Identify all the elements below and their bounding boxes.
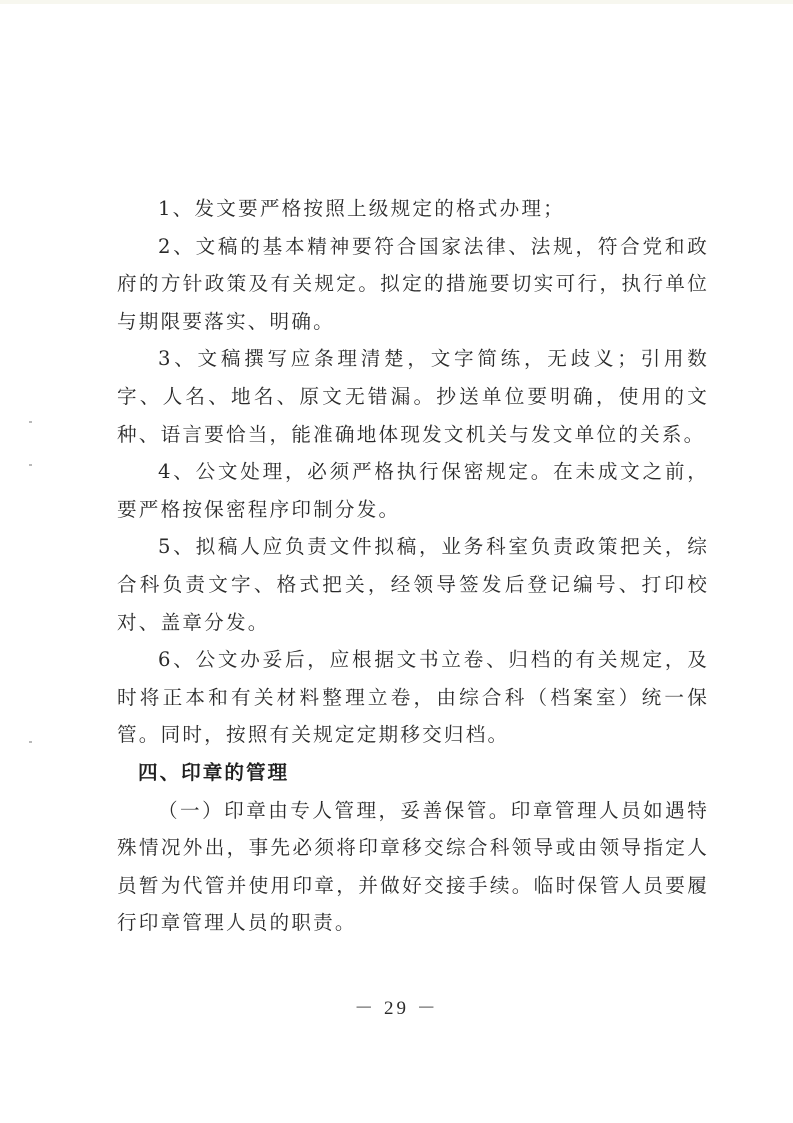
paragraph-1: 1、发文要严格按照上级规定的格式办理； [158,197,565,220]
paragraph-6: 6、公文办妥后，应根据文书立卷、归档的有关规定，及时将正本和有关材料整理立卷，由综合科（档案室）统一保管。同时，按照有关规定定期移交归档。 [117,648,709,747]
section-paragraph-1: （一）印章由专人管理，妥善保管。印章管理人员如遇特殊情况外出，事先必须将印章移交综合科领导或由领导指定人员暂为代管并使用印章，并做好交接手续。临时保管人员要履行印章管理人员的职责。 [117,798,709,935]
document-body [117,190,709,942]
section-heading-seal-management: 四、印章的管理 [138,760,290,784]
paragraph-4: 4、公文处理，必须严格执行保密规定。在未成文之前，要严格按保密程序印制分发。 [117,460,709,521]
paragraph-2: 2、文稿的基本精神要符合国家法律、法规，符合党和政府的方针政策及有关规定。拟定的措施要切实可行，执行单位与期限要落实、明确。 [117,234,709,333]
margin-mark [29,741,32,743]
margin-mark [29,421,32,423]
page-top-edge [0,0,793,4]
page-number: － 29 － [354,998,439,1019]
paragraph-3: 3、文稿撰写应条理清楚，文字简练，无歧义；引用数字、人名、地名、原文无错漏。抄送单位要明确，使用的文种、语言要恰当，能准确地体现发文机关与发文单位的关系。 [117,347,709,446]
margin-mark [29,464,32,466]
paragraph-5: 5、拟稿人应负责文件拟稿，业务科室负责政策把关，综合科负责文字、格式把关，经领导签发后登记编号、打印校对、盖章分发。 [117,535,709,634]
